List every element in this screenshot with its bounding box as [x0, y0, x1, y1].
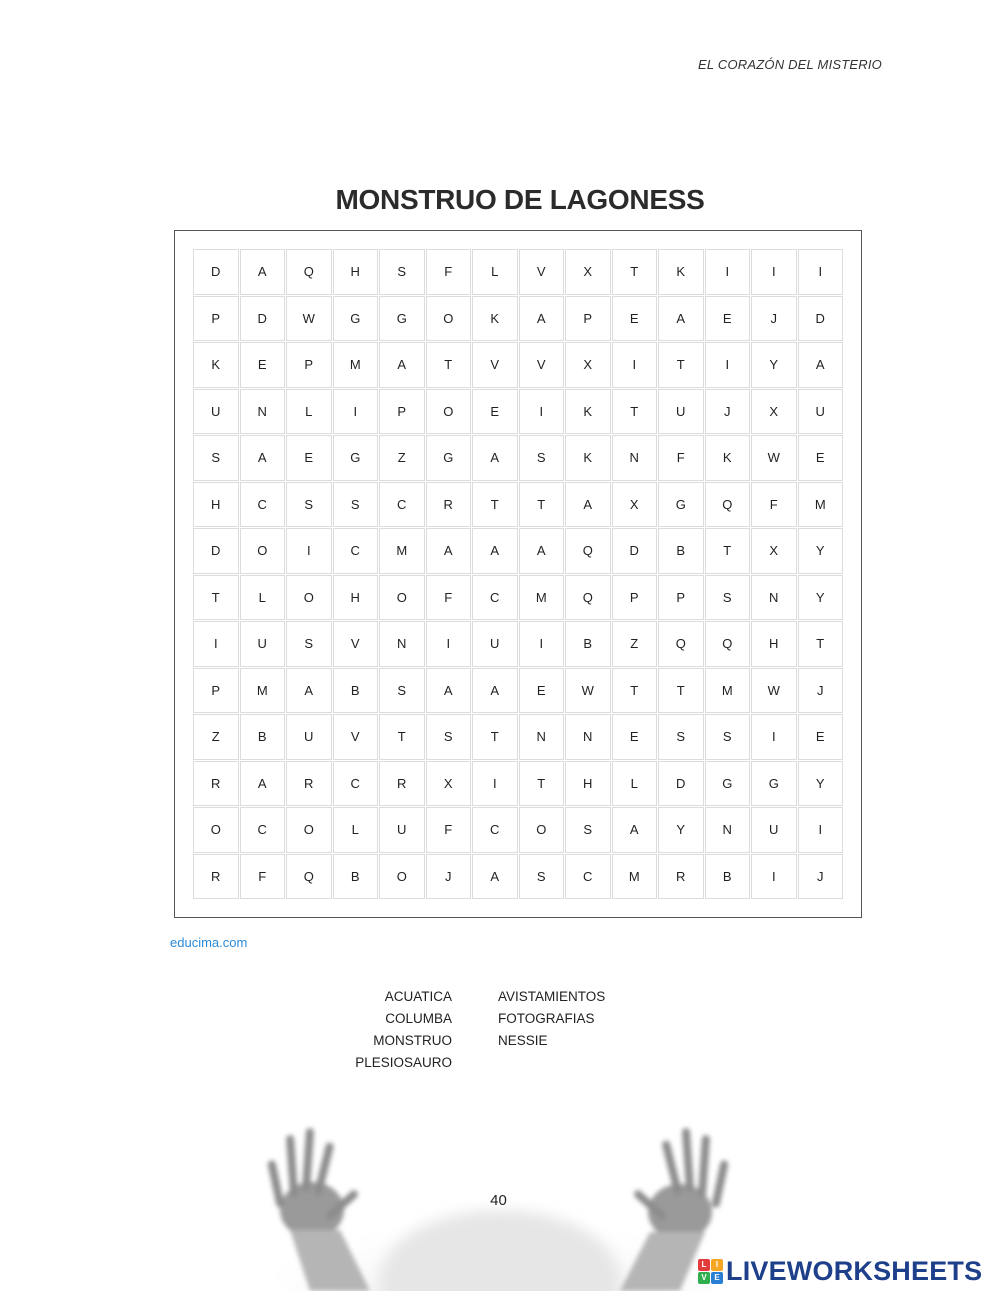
grid-cell[interactable]: J	[426, 854, 472, 900]
grid-cell[interactable]: L	[472, 249, 518, 295]
grid-cell[interactable]: T	[519, 761, 565, 807]
grid-cell[interactable]: O	[286, 575, 332, 621]
grid-cell[interactable]: S	[658, 714, 704, 760]
grid-cell[interactable]: U	[472, 621, 518, 667]
grid-cell[interactable]: P	[379, 389, 425, 435]
grid-cell[interactable]: N	[751, 575, 797, 621]
grid-cell[interactable]: R	[379, 761, 425, 807]
grid-cell[interactable]: S	[705, 714, 751, 760]
grid-cell[interactable]: O	[240, 528, 286, 574]
grid-cell[interactable]: U	[286, 714, 332, 760]
grid-cell[interactable]: Y	[798, 761, 844, 807]
grid-cell[interactable]: Q	[565, 528, 611, 574]
grid-cell[interactable]: E	[286, 435, 332, 481]
grid-cell[interactable]: E	[612, 714, 658, 760]
grid-cell[interactable]: A	[612, 807, 658, 853]
grid-cell[interactable]: V	[333, 714, 379, 760]
grid-cell[interactable]: Q	[286, 249, 332, 295]
grid-cell[interactable]: H	[193, 482, 239, 528]
grid-cell[interactable]: B	[565, 621, 611, 667]
grid-cell[interactable]: I	[286, 528, 332, 574]
grid-cell[interactable]: A	[240, 435, 286, 481]
grid-cell[interactable]: M	[379, 528, 425, 574]
grid-cell[interactable]: F	[751, 482, 797, 528]
grid-cell[interactable]: A	[379, 342, 425, 388]
grid-cell[interactable]: A	[565, 482, 611, 528]
grid-cell[interactable]: V	[519, 342, 565, 388]
grid-cell[interactable]: S	[519, 854, 565, 900]
grid-cell[interactable]: T	[612, 249, 658, 295]
grid-cell[interactable]: I	[426, 621, 472, 667]
grid-cell[interactable]: Y	[798, 575, 844, 621]
grid-cell[interactable]: S	[426, 714, 472, 760]
grid-cell[interactable]: R	[193, 761, 239, 807]
grid-cell[interactable]: G	[379, 296, 425, 342]
grid-cell[interactable]: I	[519, 621, 565, 667]
grid-cell[interactable]: S	[379, 249, 425, 295]
grid-cell[interactable]: A	[426, 528, 472, 574]
grid-cell[interactable]: A	[426, 668, 472, 714]
grid-cell[interactable]: A	[658, 296, 704, 342]
grid-cell[interactable]: W	[286, 296, 332, 342]
grid-cell[interactable]: U	[193, 389, 239, 435]
logo-letter: V	[698, 1272, 710, 1284]
grid-cell[interactable]: G	[658, 482, 704, 528]
grid-cell[interactable]: F	[426, 575, 472, 621]
grid-cell[interactable]: E	[472, 389, 518, 435]
grid-cell[interactable]: K	[565, 389, 611, 435]
grid-cell[interactable]: B	[333, 854, 379, 900]
grid-cell[interactable]: I	[193, 621, 239, 667]
grid-cell[interactable]: T	[472, 482, 518, 528]
grid-cell[interactable]: S	[565, 807, 611, 853]
word-list-right	[498, 986, 605, 1052]
grid-cell[interactable]: C	[472, 807, 518, 853]
grid-cell[interactable]: Z	[379, 435, 425, 481]
grid-cell[interactable]: U	[240, 621, 286, 667]
grid-cell[interactable]: J	[751, 296, 797, 342]
grid-cell[interactable]: W	[751, 435, 797, 481]
grid-cell[interactable]: C	[333, 528, 379, 574]
word-list-item: AVISTAMIENTOS	[498, 989, 606, 1004]
grid-cell[interactable]: V	[472, 342, 518, 388]
grid-cell[interactable]: Q	[565, 575, 611, 621]
word-search-grid	[193, 249, 844, 900]
grid-cell[interactable]: B	[240, 714, 286, 760]
grid-cell[interactable]: P	[565, 296, 611, 342]
grid-cell[interactable]: G	[426, 435, 472, 481]
grid-cell[interactable]: U	[379, 807, 425, 853]
grid-cell[interactable]: A	[472, 528, 518, 574]
grid-cell[interactable]: N	[379, 621, 425, 667]
grid-cell[interactable]: H	[751, 621, 797, 667]
logo-letter: E	[711, 1272, 723, 1284]
grid-cell[interactable]: H	[333, 575, 379, 621]
source-link[interactable]: educima.com	[170, 935, 248, 950]
grid-cell[interactable]: A	[519, 528, 565, 574]
page-title: MONSTRUO DE LAGONESS	[335, 184, 705, 215]
word-list-item: ACUATICA	[384, 989, 452, 1004]
grid-cell[interactable]: G	[751, 761, 797, 807]
grid-cell[interactable]: K	[658, 249, 704, 295]
grid-cell[interactable]: T	[426, 342, 472, 388]
grid-cell[interactable]: E	[612, 296, 658, 342]
grid-cell[interactable]: P	[286, 342, 332, 388]
logo-letter: I	[711, 1259, 723, 1271]
grid-cell[interactable]: N	[519, 714, 565, 760]
grid-cell[interactable]: O	[286, 807, 332, 853]
grid-cell[interactable]: T	[658, 342, 704, 388]
grid-cell[interactable]: T	[612, 389, 658, 435]
grid-cell[interactable]: L	[286, 389, 332, 435]
grid-cell[interactable]: O	[379, 854, 425, 900]
logo-letter: L	[698, 1259, 710, 1271]
grid-cell[interactable]: I	[612, 342, 658, 388]
grid-cell[interactable]: S	[705, 575, 751, 621]
grid-cell[interactable]: K	[193, 342, 239, 388]
grid-cell[interactable]: R	[426, 482, 472, 528]
grid-cell[interactable]: I	[798, 807, 844, 853]
grid-cell[interactable]: D	[798, 296, 844, 342]
grid-cell[interactable]: T	[612, 668, 658, 714]
grid-cell[interactable]: B	[658, 528, 704, 574]
grid-cell[interactable]: T	[705, 528, 751, 574]
grid-cell[interactable]: X	[751, 389, 797, 435]
grid-cell[interactable]: O	[379, 575, 425, 621]
grid-cell[interactable]: T	[798, 621, 844, 667]
grid-cell[interactable]: D	[193, 528, 239, 574]
grid-cell[interactable]: M	[612, 854, 658, 900]
grid-cell[interactable]: V	[333, 621, 379, 667]
ghost-hands-illustration	[250, 1090, 750, 1291]
grid-cell[interactable]: T	[379, 714, 425, 760]
grid-cell[interactable]: C	[565, 854, 611, 900]
grid-cell[interactable]: Y	[658, 807, 704, 853]
grid-cell[interactable]: A	[240, 761, 286, 807]
page-number: 40	[490, 1192, 507, 1209]
grid-cell[interactable]: W	[751, 668, 797, 714]
grid-cell[interactable]: A	[472, 668, 518, 714]
grid-cell[interactable]: A	[472, 435, 518, 481]
grid-cell[interactable]: D	[193, 249, 239, 295]
grid-cell[interactable]: F	[240, 854, 286, 900]
grid-cell[interactable]: A	[472, 854, 518, 900]
grid-cell[interactable]: X	[565, 249, 611, 295]
grid-cell[interactable]: Q	[286, 854, 332, 900]
grid-cell[interactable]: Y	[751, 342, 797, 388]
grid-cell[interactable]: Z	[193, 714, 239, 760]
grid-cell[interactable]: K	[565, 435, 611, 481]
grid-cell[interactable]: I	[705, 342, 751, 388]
grid-cell[interactable]: O	[426, 389, 472, 435]
grid-cell[interactable]: R	[286, 761, 332, 807]
grid-cell[interactable]: X	[751, 528, 797, 574]
grid-cell[interactable]: M	[705, 668, 751, 714]
grid-cell[interactable]: R	[193, 854, 239, 900]
grid-cell[interactable]: S	[333, 482, 379, 528]
grid-cell[interactable]: I	[472, 761, 518, 807]
grid-cell[interactable]: I	[798, 249, 844, 295]
grid-cell[interactable]: L	[612, 761, 658, 807]
grid-cell[interactable]: Y	[798, 528, 844, 574]
grid-cell[interactable]: I	[333, 389, 379, 435]
grid-cell[interactable]: N	[612, 435, 658, 481]
grid-cell[interactable]: W	[565, 668, 611, 714]
grid-cell[interactable]: D	[612, 528, 658, 574]
grid-cell[interactable]: Q	[705, 621, 751, 667]
grid-cell[interactable]: G	[333, 296, 379, 342]
grid-cell[interactable]: K	[472, 296, 518, 342]
grid-cell[interactable]: J	[798, 854, 844, 900]
grid-cell[interactable]: T	[519, 482, 565, 528]
word-list-item: COLUMBA	[385, 1011, 452, 1026]
grid-cell[interactable]: C	[240, 482, 286, 528]
grid-cell[interactable]: M	[240, 668, 286, 714]
grid-cell[interactable]: E	[519, 668, 565, 714]
grid-cell[interactable]: K	[705, 435, 751, 481]
grid-cell[interactable]: T	[472, 714, 518, 760]
grid-cell[interactable]: O	[426, 296, 472, 342]
liveworksheets-logo[interactable]	[698, 1256, 982, 1287]
grid-cell[interactable]: L	[240, 575, 286, 621]
grid-cell[interactable]: C	[379, 482, 425, 528]
grid-cell[interactable]: P	[658, 575, 704, 621]
grid-cell[interactable]: M	[798, 482, 844, 528]
grid-cell[interactable]: E	[798, 714, 844, 760]
grid-cell[interactable]: F	[658, 435, 704, 481]
grid-cell[interactable]: U	[658, 389, 704, 435]
grid-cell[interactable]: F	[426, 249, 472, 295]
grid-cell[interactable]: T	[193, 575, 239, 621]
liveworksheets-wordmark: LIVEWORKSHEETS	[726, 1256, 983, 1286]
grid-cell[interactable]: A	[286, 668, 332, 714]
grid-cell[interactable]: L	[333, 807, 379, 853]
grid-cell[interactable]: P	[193, 296, 239, 342]
grid-cell[interactable]: S	[286, 482, 332, 528]
grid-cell[interactable]: S	[286, 621, 332, 667]
word-list-item: MONSTRUO	[373, 1033, 452, 1048]
grid-cell[interactable]: A	[519, 296, 565, 342]
grid-cell[interactable]: U	[798, 389, 844, 435]
grid-cell[interactable]: D	[658, 761, 704, 807]
grid-cell[interactable]: M	[519, 575, 565, 621]
grid-cell[interactable]: P	[193, 668, 239, 714]
grid-cell[interactable]: G	[705, 761, 751, 807]
grid-cell[interactable]: O	[519, 807, 565, 853]
word-list-item: FOTOGRAFIAS	[498, 1011, 595, 1026]
grid-cell[interactable]: H	[565, 761, 611, 807]
grid-cell[interactable]: S	[519, 435, 565, 481]
grid-cell[interactable]: I	[751, 714, 797, 760]
grid-cell[interactable]: C	[472, 575, 518, 621]
grid-cell[interactable]: X	[612, 482, 658, 528]
grid-cell[interactable]: I	[705, 249, 751, 295]
grid-cell[interactable]: G	[333, 435, 379, 481]
grid-cell[interactable]: S	[193, 435, 239, 481]
book-title: EL CORAZÓN DEL MISTERIO	[698, 57, 882, 72]
grid-cell[interactable]: N	[565, 714, 611, 760]
grid-cell[interactable]: P	[612, 575, 658, 621]
word-list-item: PLESIOSAURO	[355, 1055, 452, 1070]
grid-cell[interactable]: A	[798, 342, 844, 388]
grid-cell[interactable]: X	[426, 761, 472, 807]
grid-cell[interactable]: D	[240, 296, 286, 342]
grid-cell[interactable]: C	[240, 807, 286, 853]
grid-cell[interactable]: Q	[658, 621, 704, 667]
grid-cell[interactable]: N	[240, 389, 286, 435]
grid-cell[interactable]: R	[658, 854, 704, 900]
grid-cell[interactable]: H	[333, 249, 379, 295]
grid-cell[interactable]: S	[379, 668, 425, 714]
grid-cell[interactable]: T	[658, 668, 704, 714]
liveworksheets-icon	[698, 1259, 723, 1284]
grid-cell[interactable]: J	[705, 389, 751, 435]
word-list-item: NESSIE	[498, 1033, 548, 1048]
grid-cell[interactable]: N	[705, 807, 751, 853]
grid-cell[interactable]: E	[798, 435, 844, 481]
grid-cell[interactable]: M	[333, 342, 379, 388]
grid-cell[interactable]: E	[240, 342, 286, 388]
grid-cell[interactable]: J	[798, 668, 844, 714]
grid-cell[interactable]: I	[519, 389, 565, 435]
grid-cell[interactable]: I	[751, 249, 797, 295]
grid-cell[interactable]: Q	[705, 482, 751, 528]
grid-cell[interactable]: F	[426, 807, 472, 853]
grid-cell[interactable]: U	[751, 807, 797, 853]
grid-cell[interactable]: X	[565, 342, 611, 388]
grid-cell[interactable]: C	[333, 761, 379, 807]
grid-cell[interactable]: V	[519, 249, 565, 295]
grid-cell[interactable]: A	[240, 249, 286, 295]
word-list-left	[355, 986, 452, 1074]
grid-cell[interactable]: I	[751, 854, 797, 900]
grid-cell[interactable]: O	[193, 807, 239, 853]
grid-cell[interactable]: B	[333, 668, 379, 714]
grid-cell[interactable]: Z	[612, 621, 658, 667]
grid-cell[interactable]: E	[705, 296, 751, 342]
grid-cell[interactable]: B	[705, 854, 751, 900]
